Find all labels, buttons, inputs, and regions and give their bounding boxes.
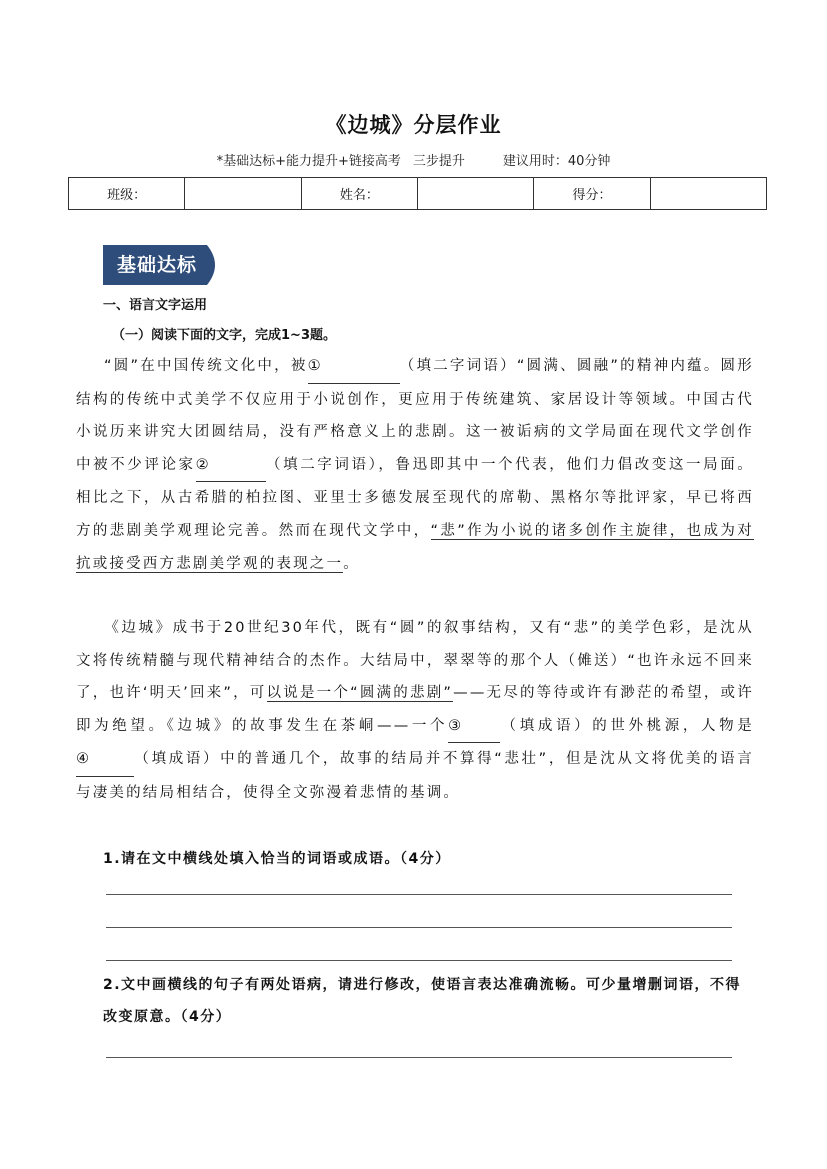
underlined-sentence-2: 以说是一个“圆满的悲剧” — [266, 685, 454, 702]
blank-4[interactable]: ④ — [76, 743, 134, 777]
name-field[interactable] — [417, 178, 533, 210]
blank-1[interactable]: ① — [308, 350, 400, 384]
question-1: 1.请在文中横线处填入恰当的词语或成语。（4分） — [103, 851, 451, 867]
passage-1-text-b: （填二字词语）“圆满、圆融”的精神内蕴。圆形结构的传统中式美学不仅应用于小说创作，更应用于传统建筑、家居设计等领域。中国古代小说历来讲究大团圆结局，没有严格意义上的悲剧。这一被诟病的文学局面在现代文学创作中被不少评论家 — [76, 358, 754, 473]
subtitle-stage: 三步提升 — [412, 154, 465, 169]
passage-2-text-a: 《边城》成书于20世纪30年代，既有“圆”的叙事结构，又有“悲”的美学色彩，是沈从文将传统精髓与现代精神结合的杰作。大结局中，翠翠等的那个人（傩送）“也许永远不回来了，也许‘明天’回来”，可 — [76, 620, 754, 702]
passage-1-text-c: （填二字词语），鲁迅即其中一个代表，他们力倡改变这一局面。相比之下，从古希腊的柏拉图、亚里士多德发展至现代的席勒、黑格尔等批评家，早已将西方的悲剧美学观理论完善。然而在现代文学中， — [76, 456, 754, 539]
score-field[interactable] — [650, 178, 766, 210]
name-label: 姓名： — [301, 178, 417, 210]
section-banner — [103, 245, 223, 285]
section-subheading: （一）阅读下面的文字，完成1~3题。 — [112, 328, 336, 343]
passage-2 — [76, 612, 754, 810]
answer-line-1b[interactable] — [106, 927, 732, 928]
banner-label: 基础达标 — [116, 254, 197, 276]
passage-1 — [76, 350, 754, 580]
answer-line-2a[interactable] — [106, 1057, 732, 1058]
subtitle — [0, 150, 827, 169]
subtitle-time: 建议用时：40分钟 — [502, 154, 611, 169]
passage-1-text-d: 。 — [343, 555, 360, 572]
passage-2-text-c: （填成语）的世外桃源，人物是 — [500, 717, 754, 734]
info-table — [68, 177, 767, 210]
blank-3[interactable]: ③ — [448, 710, 500, 744]
subtitle-steps: *基础达标+能力提升+链接高考 — [216, 154, 401, 169]
blank-2[interactable]: ② — [196, 449, 266, 483]
underlined-sentence-1: “悲”作为小说的诸多创作主旋律，也成为对抗或接受西方悲剧美学观的表现之一 — [76, 522, 754, 572]
score-label: 得分： — [534, 178, 650, 210]
class-field[interactable] — [185, 178, 301, 210]
question-2: 2.文中画横线的句子有两处语病，请进行修改，使语言表达准确流畅。可少量增删词语，不得改变原意。（4分） — [103, 977, 742, 1025]
answer-line-1a[interactable] — [106, 894, 732, 895]
class-label: 班级： — [69, 178, 185, 210]
answer-line-1c[interactable] — [106, 960, 732, 961]
passage-1-text-a: “圆”在中国传统文化中，被 — [104, 358, 308, 374]
document-title: 《边城》分层作业 — [325, 113, 502, 137]
passage-2-text-b: ——无尽的等待或许有渺茫的希望，或许即为绝望。《边城》的故事发生在茶峒——一个 — [76, 685, 754, 734]
section-heading: 一、语言文字运用 — [103, 298, 208, 313]
passage-2-text-d: （填成语）中的普通几个，故事的结局并不算得“悲壮”，但是沈从文将优美的语言与凄美的结局相结合，使得全文弥漫着悲情的基调。 — [76, 751, 754, 801]
